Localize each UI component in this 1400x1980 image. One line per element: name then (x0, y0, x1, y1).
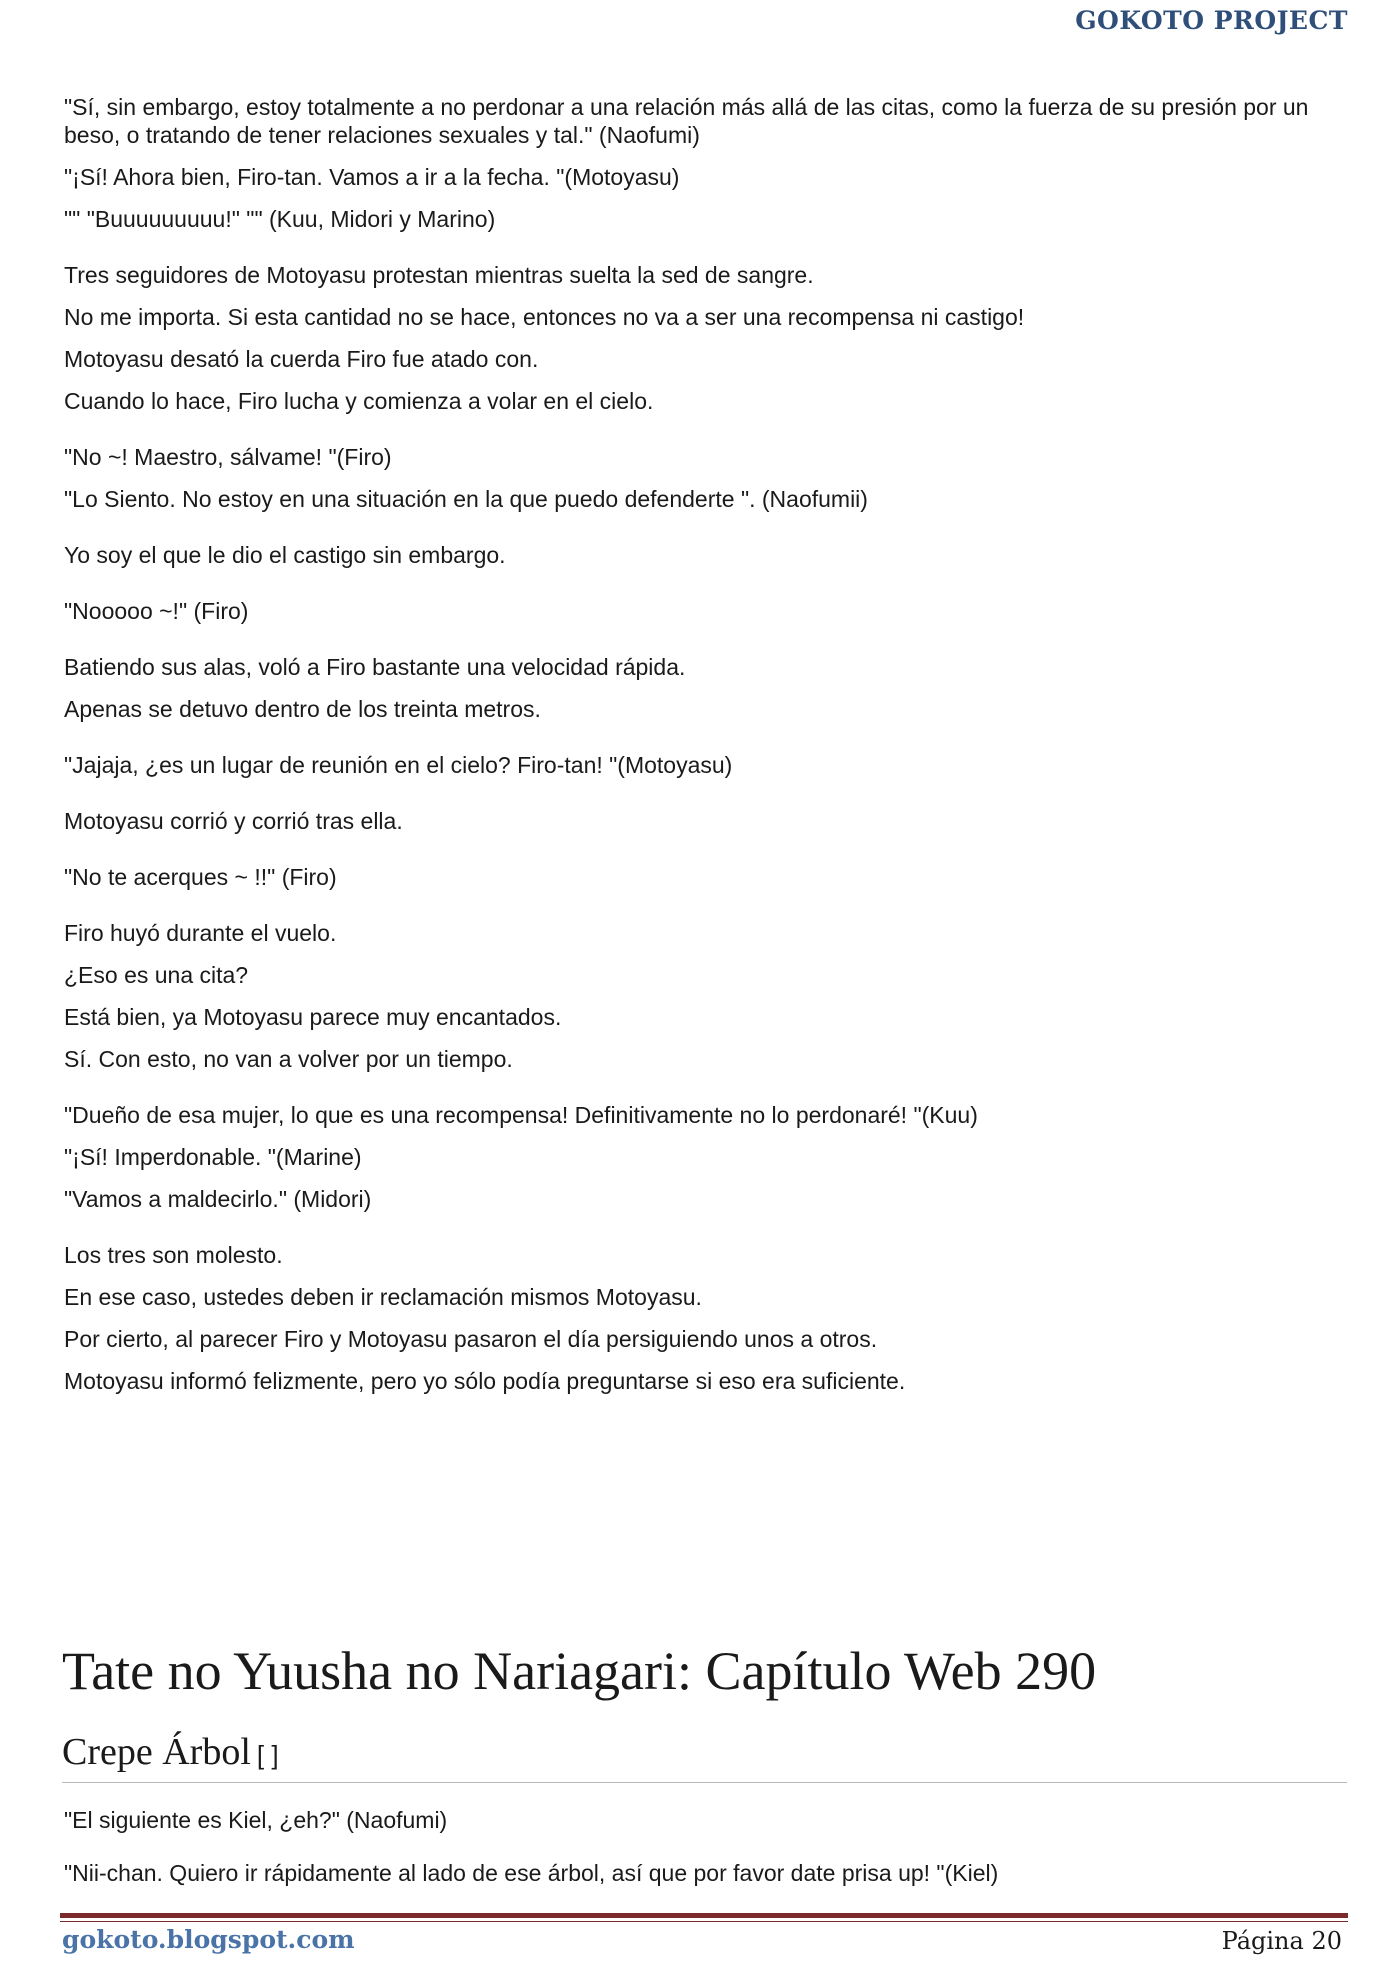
section-divider (62, 1782, 1347, 1783)
paragraph: "Jajaja, ¿es un lugar de reunión en el cielo? Firo-tan! "(Motoyasu) (64, 752, 733, 778)
paragraph: ¿Eso es una cita? (64, 962, 249, 988)
page-number: Página 20 (1221, 1927, 1342, 1955)
paragraph: "Nii-chan. Quiero ir rápidamente al lado de ese árbol, así que por favor date prisa up! "(Kiel) (64, 1860, 999, 1886)
paragraph: Está bien, ya Motoyasu parece muy encantados. (64, 1004, 562, 1030)
paragraph: Por cierto, al parecer Firo y Motoyasu pasaron el día persiguiendo unos a otros. (64, 1326, 878, 1352)
paragraph: Tres seguidores de Motoyasu protestan mientras suelta la sed de sangre. (64, 262, 814, 288)
paragraph: "Nooooo ~!" (Firo) (64, 598, 249, 624)
chapter-body (64, 1806, 1344, 1912)
paragraph: Motoyasu corrió y corrió tras ella. (64, 808, 403, 834)
footer-divider-thin (60, 1921, 1348, 1922)
paragraph: "Vamos a maldecirlo." (Midori) (64, 1186, 372, 1212)
paragraph: Yo soy el que le dio el castigo sin embargo. (64, 542, 506, 568)
paragraph: Motoyasu informó felizmente, pero yo sólo podía preguntarse si eso era suficiente. (64, 1368, 906, 1394)
brand-header: GOKOTO PROJECT (1075, 6, 1348, 35)
paragraph: Sí. Con esto, no van a volver por un tiempo. (64, 1046, 513, 1072)
section-title-text: Crepe Árbol (62, 1731, 251, 1773)
paragraph: Cuando lo hace, Firo lucha y comienza a volar en el cielo. (64, 388, 654, 414)
document-body (64, 93, 1344, 1409)
paragraph: "Dueño de esa mujer, lo que es una recompensa! Definitivamente no lo perdonaré! "(Kuu) (64, 1102, 978, 1128)
paragraph: Motoyasu desató la cuerda Firo fue atado con. (64, 346, 539, 372)
paragraph: "El siguiente es Kiel, ¿eh?" (Naofumi) (64, 1807, 448, 1833)
paragraph: No me importa. Si esta cantidad no se hace, entonces no va a ser una recompensa ni castigo! (64, 304, 1025, 330)
paragraph: "Lo Siento. No estoy en una situación en la que puedo defenderte ". (Naofumii) (64, 486, 868, 512)
paragraph: Firo huyó durante el vuelo. (64, 920, 337, 946)
footer-divider (60, 1913, 1348, 1918)
paragraph: En ese caso, ustedes deben ir reclamación mismos Motoyasu. (64, 1284, 702, 1310)
chapter-title: Tate no Yuusha no Nariagari: Capítulo Web 290 (62, 1641, 1097, 1701)
paragraph: "" "Buuuuuuuuu!" "" (Kuu, Midori y Marino) (64, 206, 496, 232)
paragraph: Batiendo sus alas, voló a Firo bastante una velocidad rápida. (64, 654, 686, 680)
paragraph: "Sí, sin embargo, estoy totalmente a no perdonar a una relación más allá de las citas, como la fuerza de su presión por un beso, o tratando de tener relaciones sexuales y tal." (Naofumi) (64, 94, 1309, 148)
paragraph: Apenas se detuvo dentro de los treinta metros. (64, 696, 541, 722)
paragraph: "¡Sí! Imperdonable. "(Marine) (64, 1144, 362, 1170)
section-title (62, 1730, 279, 1774)
footer-site-link[interactable]: gokoto.blogspot.com (62, 1925, 355, 1954)
paragraph: "No ~! Maestro, sálvame! "(Firo) (64, 444, 392, 470)
section-edit-link[interactable]: [ ] (256, 1740, 279, 1770)
paragraph: "¡Sí! Ahora bien, Firo-tan. Vamos a ir a la fecha. "(Motoyasu) (64, 164, 680, 190)
paragraph: Los tres son molesto. (64, 1242, 283, 1268)
paragraph: "No te acerques ~ !!" (Firo) (64, 864, 337, 890)
